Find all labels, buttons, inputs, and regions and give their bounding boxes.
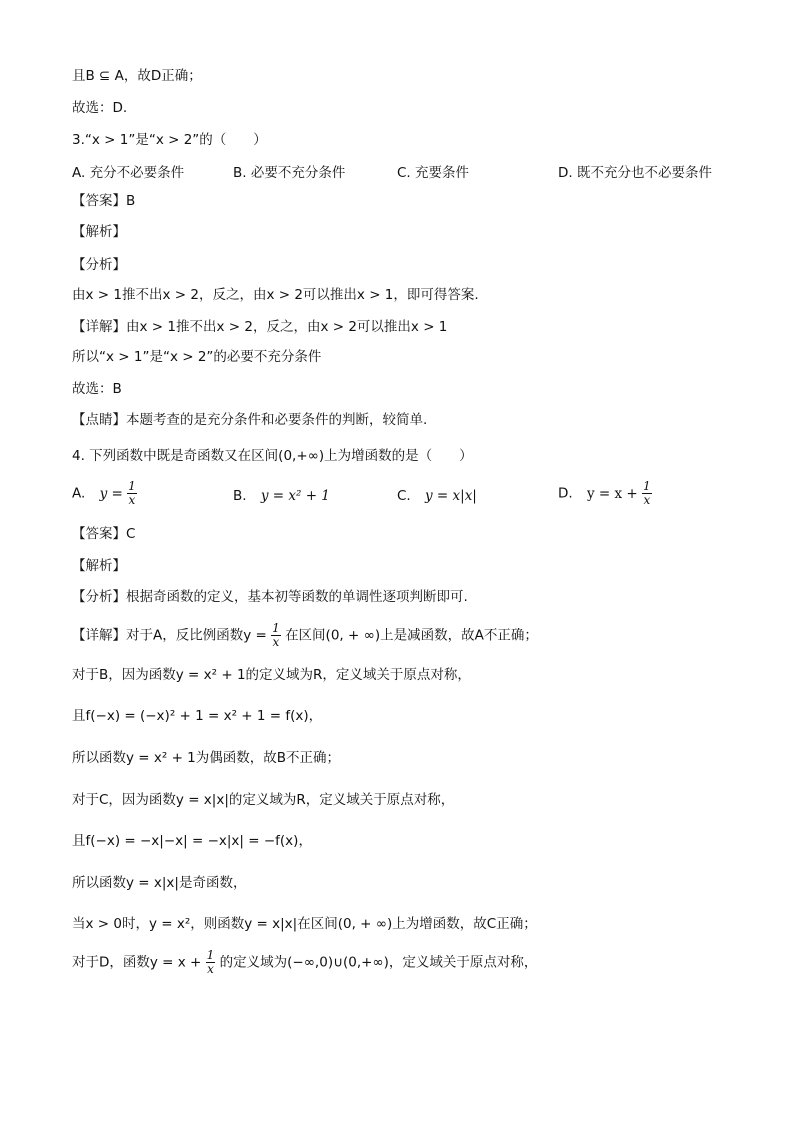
option-a: A. 充分不必要条件 bbox=[72, 165, 185, 181]
fraction: $\frac{1}{x}$ bbox=[128, 479, 136, 507]
text-line: 故选：D. bbox=[72, 100, 128, 116]
text-line: 故选：B bbox=[72, 381, 122, 397]
answer-label: 【答案】B bbox=[72, 193, 136, 209]
text-line: 对于D，函数y = x + $\frac{1}{x}$ 的定义域为(−∞,0)∪(0,+∞)，定义域关于原点对称， bbox=[72, 948, 538, 976]
option-a: A. y = $\frac{1}{x}$ bbox=[72, 479, 136, 507]
answer-label: 【答案】C bbox=[72, 526, 136, 542]
text-line: 且f(−x) = (−x)² + 1 = x² + 1 = f(x)， bbox=[72, 708, 323, 724]
analysis-heading: 【解析】 bbox=[72, 558, 126, 574]
text-line: 【详解】由x > 1推不出x > 2，反之，由x > 2可以推出x > 1 bbox=[72, 319, 448, 335]
text-line: 所以函数y = x|x|是奇函数， bbox=[72, 875, 247, 891]
remark-line: 【点睛】本题考查的是充分条件和必要条件的判断，较简单. bbox=[72, 412, 428, 428]
question-3: 3.“x > 1”是“x > 2”的（ ） bbox=[72, 132, 267, 148]
option-d: D. 既不充分也不必要条件 bbox=[558, 165, 712, 181]
option-b: B. 必要不充分条件 bbox=[233, 165, 346, 181]
question-4: 4. 下列函数中既是奇函数又在区间(0,+∞)上为增函数的是（ ） bbox=[72, 448, 473, 464]
text-line: 对于C，因为函数y = x|x|的定义域为R，定义域关于原点对称， bbox=[72, 792, 455, 808]
text-line: 所以函数y = x² + 1为偶函数，故B不正确； bbox=[72, 750, 341, 766]
text-line: 且B ⊆ A，故D正确； bbox=[72, 68, 202, 84]
option-d: D. y = x + $\frac{1}{x}$ bbox=[558, 479, 651, 507]
fraction: $\frac{1}{x}$ bbox=[206, 948, 215, 976]
text-line: 当x > 0时，y = x²，则函数y = x|x|在区间(0, + ∞)上为增函数，故C正确； bbox=[72, 916, 537, 932]
option-b: B. y = x² + 1 bbox=[233, 488, 330, 504]
text-line: 对于B，因为函数y = x² + 1的定义域为R，定义域关于原点对称， bbox=[72, 667, 471, 683]
text-line: 由x > 1推不出x > 2，反之，由x > 2可以推出x > 1，即可得答案. bbox=[72, 287, 479, 303]
fraction: $\frac{1}{x}$ bbox=[643, 479, 651, 507]
text-line: 所以“x > 1”是“x > 2”的必要不充分条件 bbox=[72, 349, 322, 365]
fraction: $\frac{1}{x}$ bbox=[272, 621, 280, 649]
text-line: 【分析】根据奇函数的定义，基本初等函数的单调性逐项判断即可. bbox=[72, 589, 468, 605]
option-c: C. 充要条件 bbox=[397, 165, 470, 181]
option-c: C. y = x|x| bbox=[397, 488, 477, 504]
analysis-heading: 【解析】 bbox=[72, 224, 126, 240]
text-line: 且f(−x) = −x|−x| = −x|x| = −f(x)， bbox=[72, 833, 312, 849]
text-line: 【详解】对于A，反比例函数y = $\frac{1}{x}$ 在区间(0, + ∞)上是减函数，故A不正确； bbox=[72, 621, 538, 649]
analysis-subheading: 【分析】 bbox=[72, 257, 126, 273]
